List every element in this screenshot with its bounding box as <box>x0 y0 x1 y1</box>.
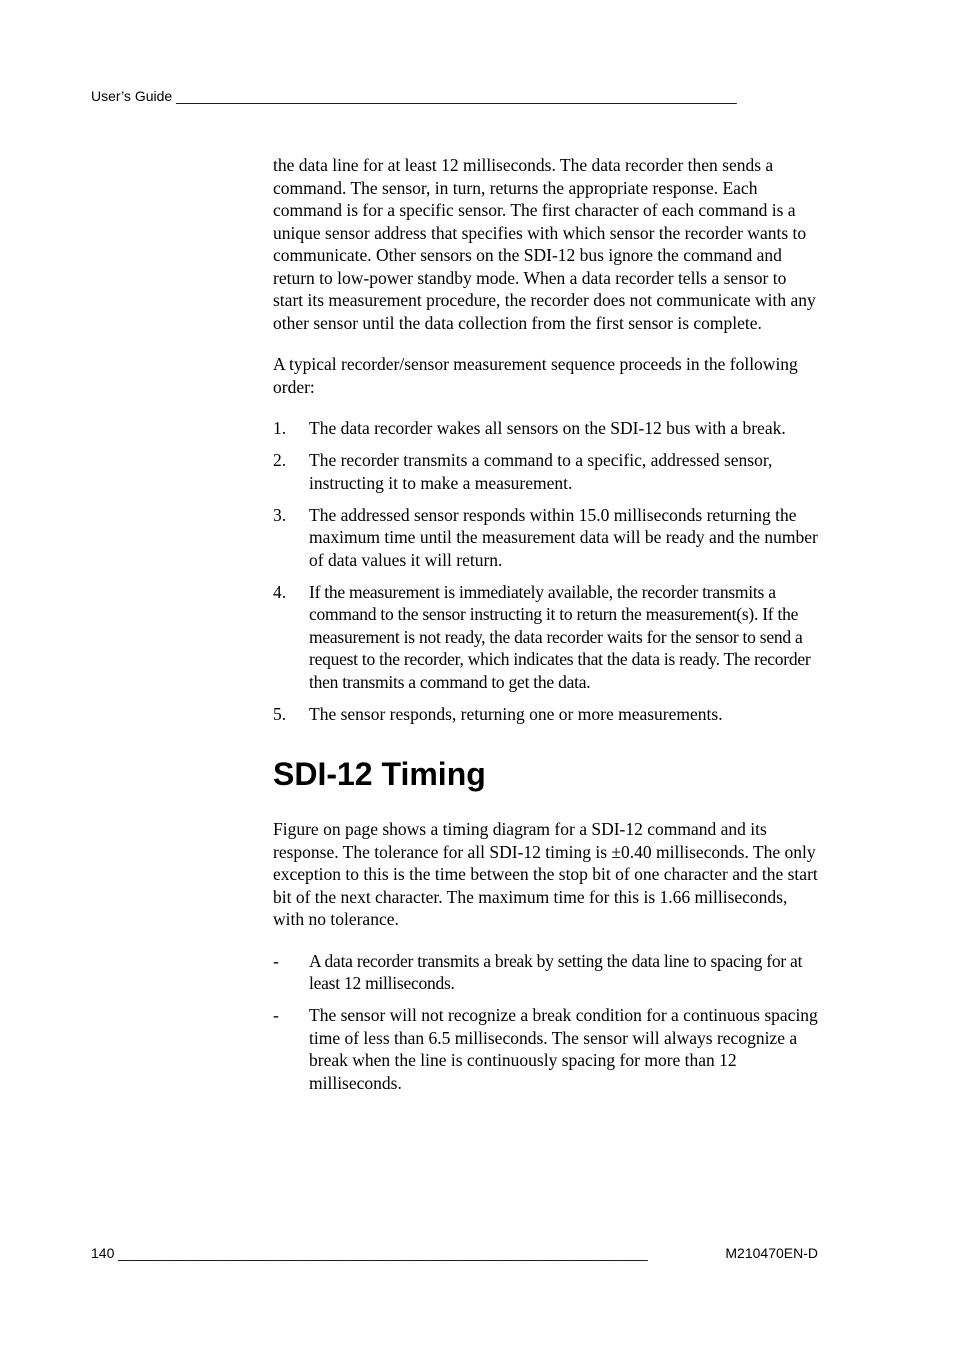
list-dash: - <box>273 1005 279 1025</box>
list-item <box>273 504 818 572</box>
list-item-text: The sensor responds, returning one or more measurements. <box>309 703 723 724</box>
list-item-text: The sensor will not recognize a break condition for a continuous spacing time of less than 6.5 milliseconds. The sensor will always recognize a break when the line is continuously spacing for more than 12 milliseconds. <box>309 1005 818 1093</box>
page-number: 140 <box>91 1245 115 1261</box>
timing-bullets-list <box>273 950 818 1095</box>
list-number: 2. <box>273 450 287 470</box>
header-rule: ________________________________________________________________________ <box>176 88 737 104</box>
running-header <box>91 87 818 105</box>
list-number: 5. <box>273 703 287 724</box>
list-item-text: A data recorder transmits a break by setting the data line to spacing for at least 12 milliseconds. <box>309 950 803 993</box>
body-text <box>273 154 818 1104</box>
list-item <box>273 950 818 995</box>
intro-paragraph: the data line for at least 12 milliseconds. The data recorder then sends a command. The sensor, in turn, returns the appropriate response. Each command is for a specific sensor. The first character of each command is a unique sensor address that specifies with which sensor the recorder wants to communicate. Other sensors on the SDI-12 bus ignore the command and return to low-power standby mode. When a data recorder tells a sensor to start its measurement procedure, the recorder does not communicate with any other sensor until the data collection from the first sensor is complete. <box>273 155 816 333</box>
list-item-text: If the measurement is immediately available, the recorder transmits a command to the sensor instructing it to return the measurement(s). If the measurement is not ready, the data recorder waits for the sensor to send a request to the recorder, which indicates that the data is ready. The recorder then transmits a command to get the data. <box>309 581 811 692</box>
list-item <box>273 703 818 726</box>
list-item-text: The recorder transmits a command to a specific, addressed sensor, instructing it to make a measurement. <box>309 450 773 493</box>
list-item <box>273 1004 818 1094</box>
section-heading: SDI-12 Timing <box>273 756 486 792</box>
list-number: 3. <box>273 504 287 525</box>
list-item <box>273 417 818 440</box>
list-dash: - <box>273 950 279 971</box>
header-title: User’s Guide <box>91 88 173 104</box>
list-item-text: The addressed sensor responds within 15.0 milliseconds returning the maximum time until the measurement data will be ready and the number of data values it will return. <box>309 504 818 570</box>
list-number: 4. <box>273 581 287 602</box>
measurement-steps-list <box>273 417 818 725</box>
sequence-intro-paragraph: A typical recorder/sensor measurement sequence proceeds in the following order: <box>273 354 798 397</box>
list-item <box>273 581 818 694</box>
list-number: 1. <box>273 418 287 438</box>
timing-paragraph: Figure on page shows a timing diagram for a SDI-12 command and its response. The tolerance for all SDI-12 timing is ±0.40 milliseconds. The only exception to this is the time between the stop bit of one character and the start bit of the next character. The maximum time for this is 1.66 milliseconds, with no tolerance. <box>273 819 818 929</box>
list-item <box>273 449 818 494</box>
running-footer <box>91 1244 818 1262</box>
document-id: M210470EN-D <box>721 1244 818 1262</box>
list-item-text: The data recorder wakes all sensors on the SDI-12 bus with a break. <box>309 418 786 438</box>
footer-rule: ____________________________________________________________________ <box>118 1245 648 1261</box>
